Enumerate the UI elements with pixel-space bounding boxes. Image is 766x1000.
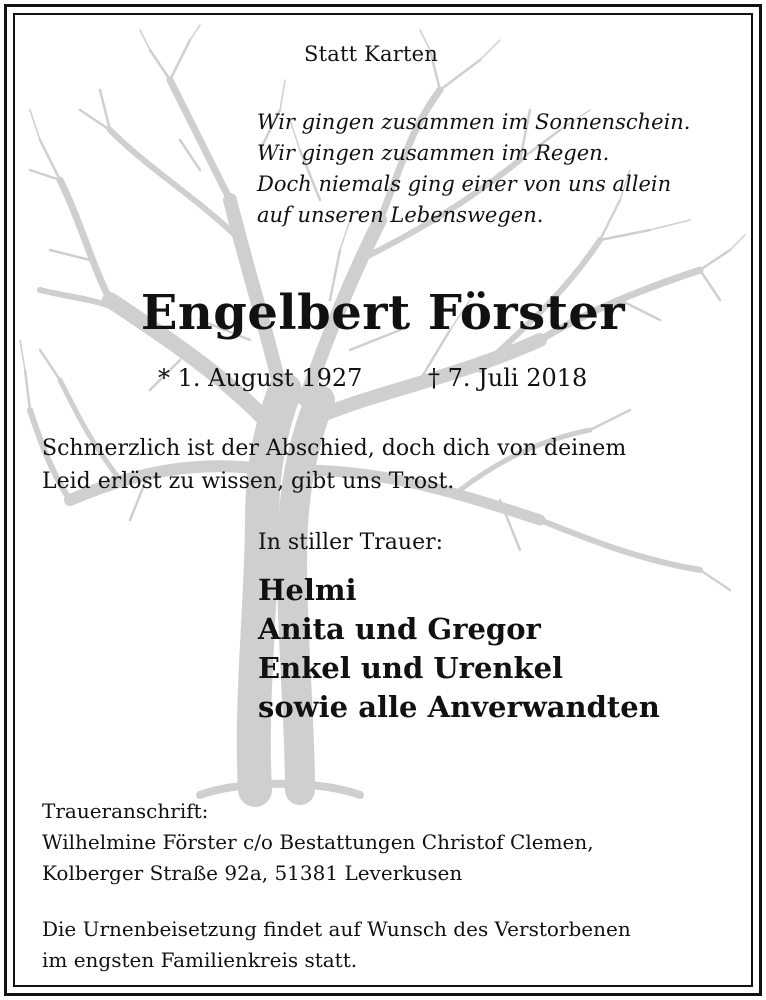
poem-line: Wir gingen zusammen im Sonnenschein. bbox=[257, 110, 691, 134]
address-label: Traueranschrift: bbox=[42, 799, 209, 823]
mourning-intro: In stiller Trauer: bbox=[258, 530, 444, 555]
note-line: im engsten Familienkreis statt. bbox=[42, 948, 358, 972]
note-line: Die Urnenbeisetzung findet auf Wunsch des Verstorbenen bbox=[42, 917, 631, 941]
mourner-name: Helmi bbox=[258, 573, 357, 607]
mourner-name: Enkel und Urenkel bbox=[258, 651, 564, 685]
birth-date: * 1. August 1927 bbox=[158, 364, 363, 392]
poem-line: Wir gingen zusammen im Regen. bbox=[257, 141, 610, 165]
address-line: Wilhelmine Förster c/o Bestattungen Christof Clemen, bbox=[42, 830, 594, 854]
mourning-address bbox=[42, 796, 594, 889]
mourner-name: sowie alle Anverwandten bbox=[258, 690, 660, 724]
poem-line: auf unseren Lebenswegen. bbox=[257, 203, 544, 227]
condolence-line: Leid erlöst zu wissen, gibt uns Trost. bbox=[42, 469, 455, 494]
address-line: Kolberger Straße 92a, 51381 Leverkusen bbox=[42, 861, 463, 885]
condolence-text bbox=[42, 432, 626, 498]
burial-note bbox=[42, 914, 631, 976]
deceased-name: Engelbert Förster bbox=[140, 285, 626, 341]
condolence-line: Schmerzlich ist der Abschied, doch dich von deinem bbox=[42, 436, 627, 461]
mourners-list bbox=[258, 571, 660, 727]
mourner-name: Anita und Gregor bbox=[258, 612, 541, 646]
death-date: † 7. Juli 2018 bbox=[428, 364, 588, 392]
header-statt-karten: Statt Karten bbox=[304, 42, 438, 66]
poem-line: Doch niemals ging einer von uns allein bbox=[257, 172, 672, 196]
poem bbox=[257, 107, 690, 231]
